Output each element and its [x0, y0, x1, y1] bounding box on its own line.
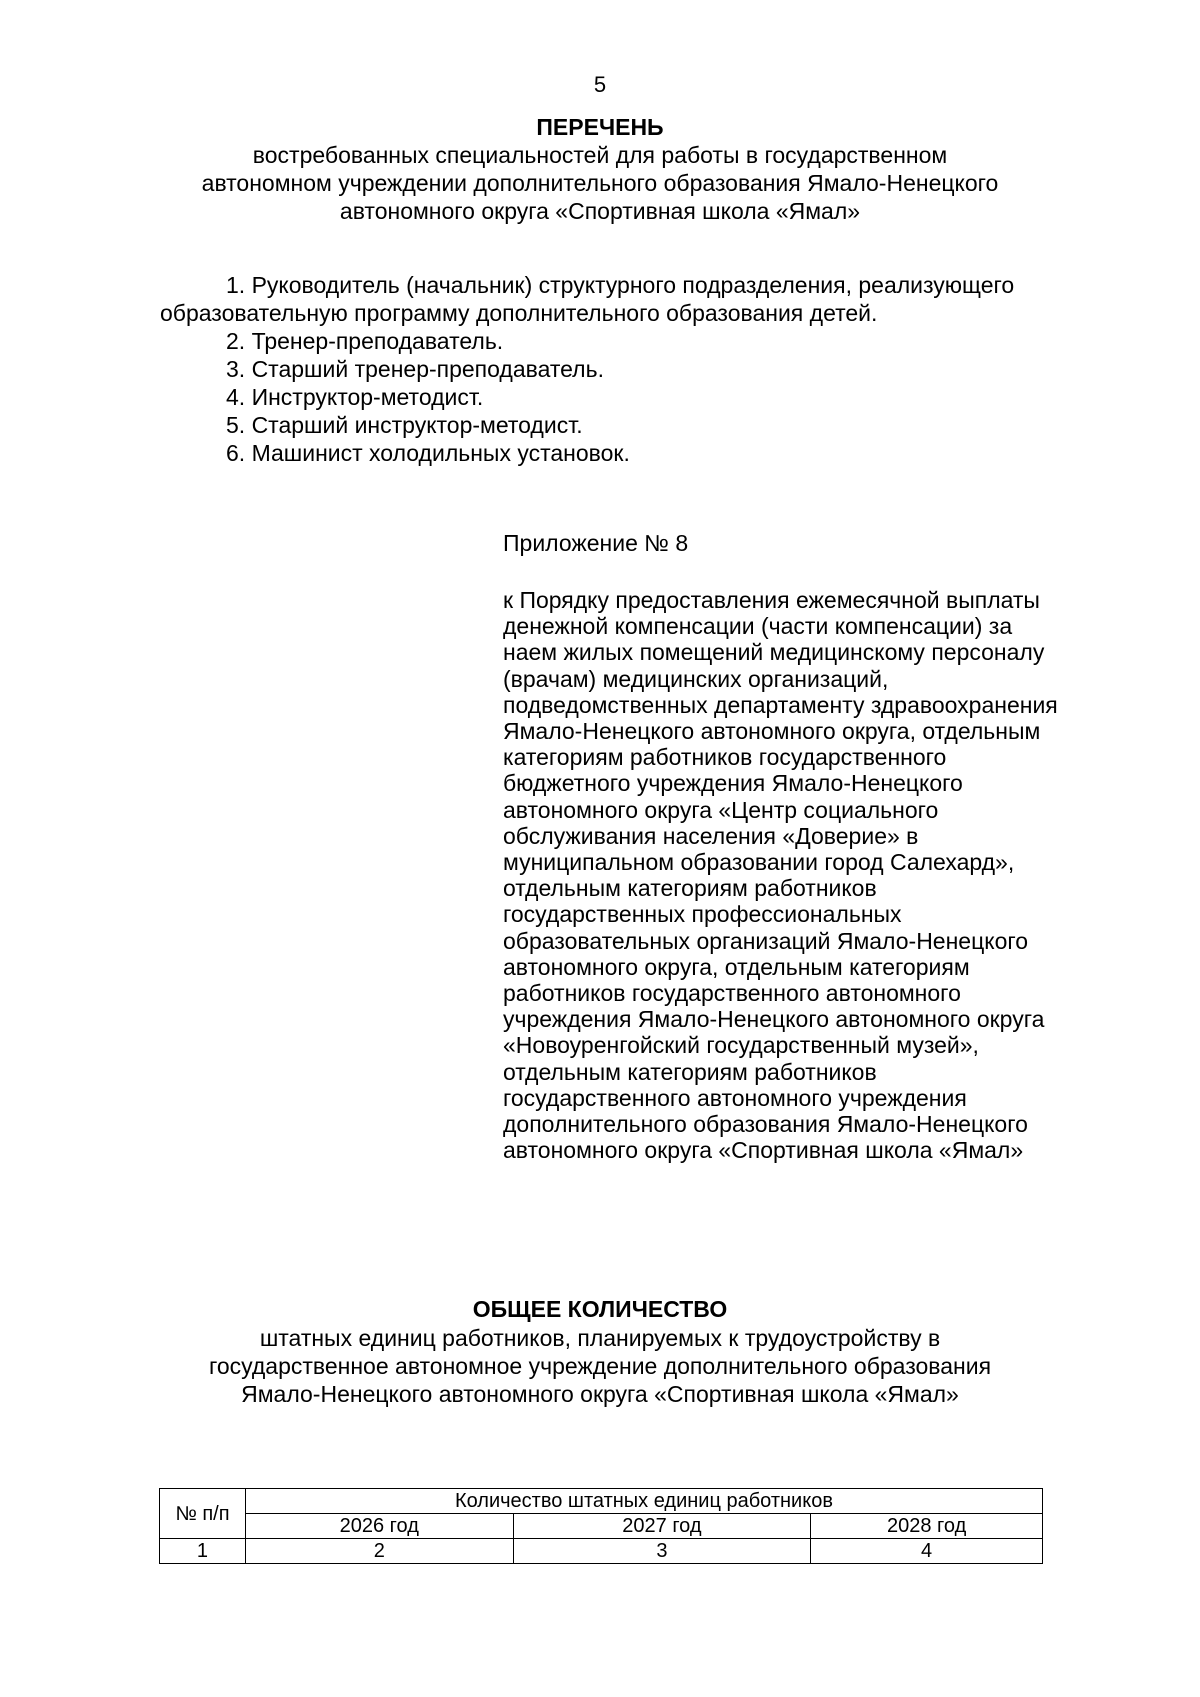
list-item: 3. Старший тренер-преподаватель.	[226, 356, 604, 382]
list-item: 6. Машинист холодильных установок.	[226, 440, 630, 466]
year-header: 2026 год	[245, 1514, 513, 1539]
count-title: ОБЩЕЕ КОЛИЧЕСТВО	[472, 1296, 728, 1322]
list-subtitle-line: востребованных специальностей для работы в государственном	[252, 142, 948, 168]
appendix-text: к Порядку предоставления ежемесячной выплаты денежной компенсации (части компенсации) за наем жилых помещений медицинскому персоналу (врачам) медицинских организаций, подведомственных департаменту здравоохранения Ямало-Ненецкого автономного округа, отдельным категориям работников государственного бюджетного учреждения Ямало-Ненецкого автономного округа «Центр социального обслуживания населения «Доверие» в муниципальном образовании город Салехард», отдельным категориям работников государственных профессиональных образовательных организаций Ямало-Ненецкого автономного округа, отдельным категориям работников государственного автономного учреждения Ямало-Ненецкого автономного округа «Новоуренгойский государственный музей», отдельным категориям работников государственного автономного учреждения дополнительного образования Ямало-Ненецкого автономного округа «Спортивная школа «Ямал»	[503, 587, 1058, 1164]
table-header-row	[160, 1489, 1043, 1514]
count-subtitle	[150, 1324, 1050, 1408]
year-header: 2027 год	[513, 1514, 811, 1539]
col-number-header: № п/п	[160, 1489, 246, 1539]
table-cell: 4	[811, 1539, 1043, 1564]
table-years-row	[160, 1514, 1043, 1539]
count-subtitle-line: государственное автономное учреждение дополнительного образования	[208, 1353, 992, 1379]
list-subtitle-line: автономного округа «Спортивная школа «Ямал»	[339, 198, 861, 224]
list-item: 2. Тренер-преподаватель.	[226, 328, 504, 354]
appendix-title: Приложение № 8	[503, 530, 689, 556]
list-item: 4. Инструктор-методист.	[226, 384, 484, 410]
staff-units-table	[159, 1488, 1043, 1564]
table-cell: 2	[245, 1539, 513, 1564]
specialties-list	[160, 271, 1050, 467]
list-item: 5. Старший инструктор-методист.	[226, 412, 583, 438]
table-cell: 1	[160, 1539, 246, 1564]
count-subtitle-line: штатных единиц работников, планируемых к трудоустройству в	[259, 1325, 941, 1351]
table-row	[160, 1539, 1043, 1564]
table-cell: 3	[513, 1539, 811, 1564]
list-subtitle	[150, 141, 1050, 225]
list-subtitle-line: автономном учреждении дополнительного образования Ямало-Ненецкого	[201, 170, 999, 196]
year-header: 2028 год	[811, 1514, 1043, 1539]
group-header: Количество штатных единиц работников	[245, 1489, 1042, 1514]
count-subtitle-line: Ямало-Ненецкого автономного округа «Спортивная школа «Ямал»	[241, 1381, 959, 1407]
list-item: 1. Руководитель (начальник) структурного подразделения, реализующего образовательную программу дополнительного образования детей.	[160, 272, 1015, 326]
page-number: 5	[593, 72, 607, 97]
list-title: ПЕРЕЧЕНЬ	[536, 114, 664, 140]
